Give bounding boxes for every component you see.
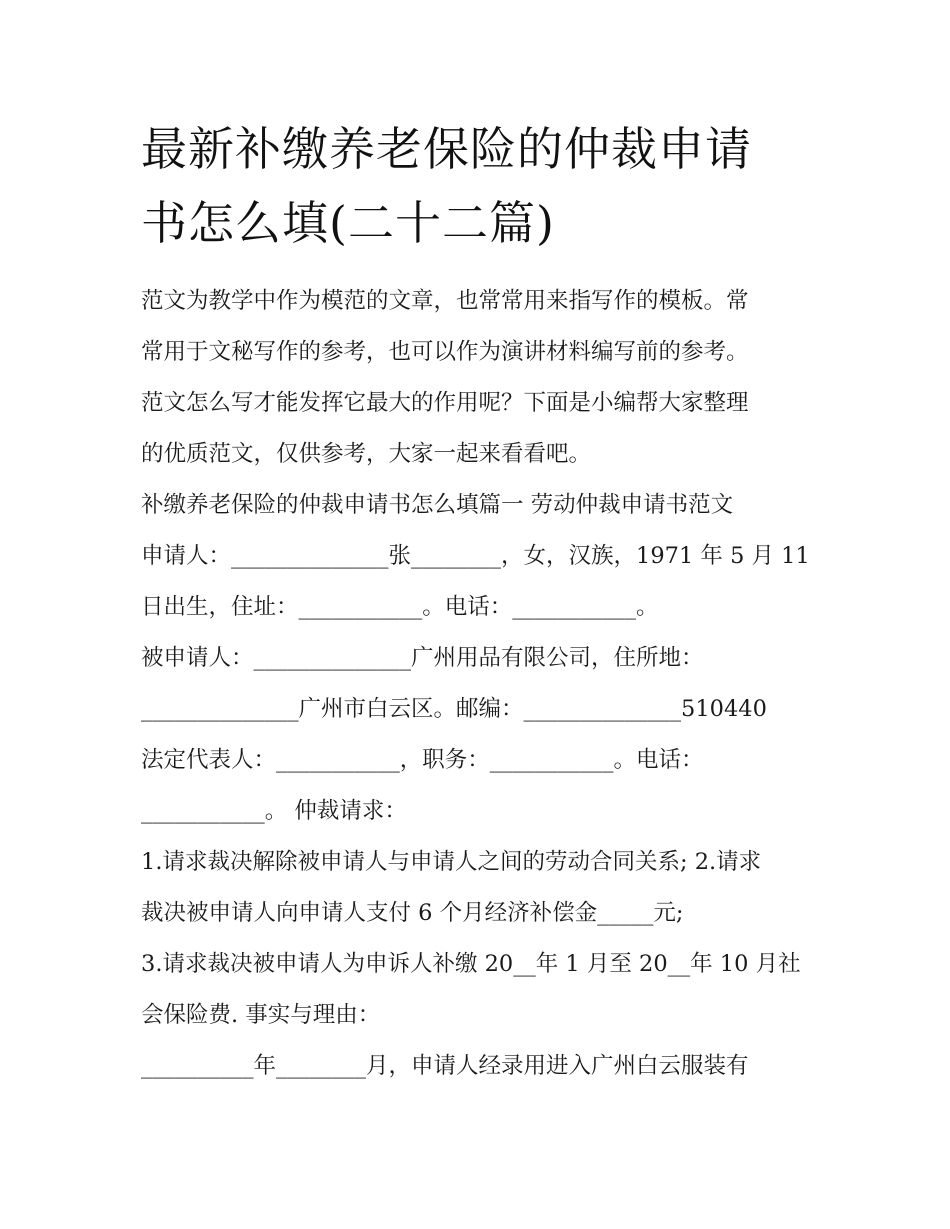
request-line-3: 3.请求裁决被申请人为申诉人补缴 20__年 1 月至 20__年 10 月社 — [141, 951, 801, 977]
respondent-line: 被申请人：______________广州用品有限公司，住所地： — [141, 645, 704, 671]
legal-representative-line: 法定代表人：___________，职务：___________。电话： — [141, 747, 704, 773]
respondent-address-line: ______________广州市白云区。邮编：______________510440 — [141, 696, 767, 722]
section-heading: 补缴养老保险的仲裁申请书怎么填篇一 劳动仲裁申请书范文 — [141, 492, 734, 518]
applicant-line: 申请人：______________张________，女，汉族，1971 年 5 月 11 — [141, 543, 810, 569]
intro-line-3: 范文怎么写才能发挥它最大的作用呢？下面是小编帮大家整理 — [141, 390, 749, 416]
intro-line-4: 的优质范文，仅供参考，大家一起来看看吧。 — [141, 441, 592, 467]
title-line-2: 书怎么填(二十二篇) — [141, 196, 555, 250]
document-body — [141, 276, 821, 1092]
arbitration-request-heading: ___________。 仲裁请求： — [141, 798, 407, 824]
facts-heading: 会保险费. 事实与理由： — [141, 1002, 381, 1028]
document-title — [141, 112, 821, 260]
facts-line-1: __________年________月，申请人经录用进入广州白云服装有 — [141, 1053, 749, 1079]
intro-line-1: 范文为教学中作为模范的文章，也常常用来指写作的模板。常 — [141, 288, 749, 314]
request-line-2: 裁决被申请人向申请人支付 6 个月经济补偿金_____元; — [141, 900, 684, 926]
document-page — [141, 112, 821, 1092]
intro-line-2: 常用于文秘写作的参考，也可以作为演讲材料编写前的参考。 — [141, 339, 749, 365]
request-line-1: 1.请求裁决解除被申请人与申请人之间的劳动合同关系; 2.请求 — [141, 849, 762, 875]
title-line-1: 最新补缴养老保险的仲裁申请 — [141, 122, 752, 176]
applicant-address-line: 日出生，住址：___________。电话：___________。 — [141, 594, 659, 620]
